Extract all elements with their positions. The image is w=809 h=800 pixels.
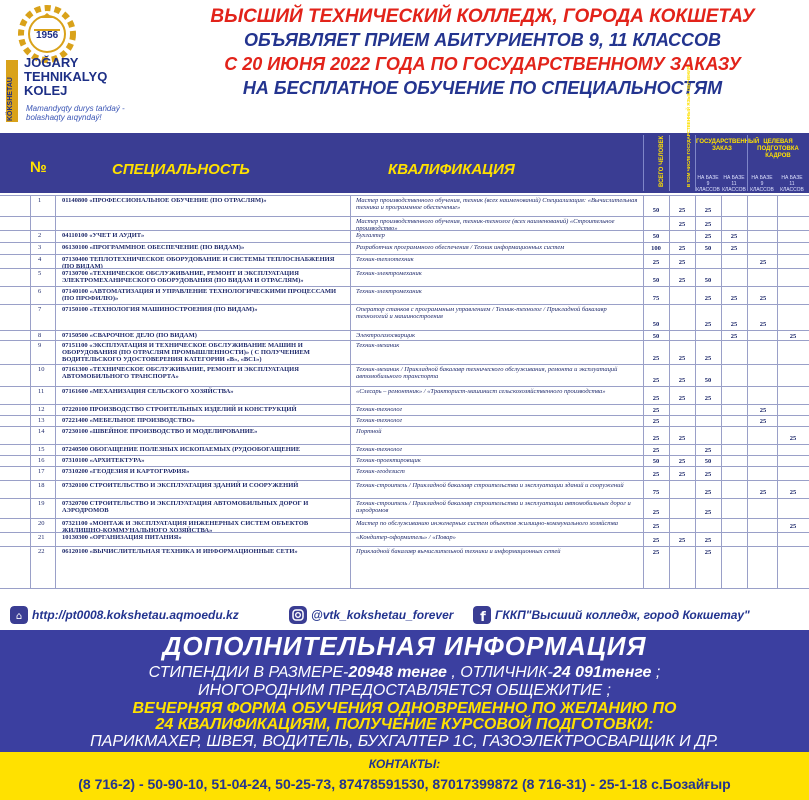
table-row	[0, 304, 809, 331]
row-number: 1	[38, 197, 42, 204]
row-value: 25	[704, 537, 712, 544]
row-specialty: 07150100 «ТЕХНОЛОГИЯ МАШИНОСТРОЕНИЯ (ПО ВИДАМ)»	[62, 306, 258, 313]
row-value: 50	[652, 207, 660, 214]
row-value: 25	[704, 509, 712, 516]
row-value: 25	[704, 355, 712, 362]
row-value: 50	[652, 458, 660, 465]
row-value: 25	[730, 245, 738, 252]
row-value: 25	[789, 435, 797, 442]
table-row	[0, 386, 809, 405]
row-value: 25	[678, 277, 686, 284]
row-value: 25	[652, 509, 660, 516]
row-value: 25	[678, 435, 686, 442]
row-number: 10	[38, 366, 45, 373]
header-line-1: ВЫСШИЙ ТЕХНИЧЕСКИЙ КОЛЛЕДЖ, ГОРОДА КОКШЕТАУ	[210, 6, 755, 27]
row-number: 22	[38, 548, 45, 555]
row-value: 25	[652, 471, 660, 478]
row-value: 25	[730, 333, 738, 340]
row-qualification: «Кондитер-оформитель» / «Повар»	[356, 534, 456, 541]
table-row	[0, 498, 809, 519]
grid-line	[777, 195, 778, 588]
svg-text:f: f	[480, 610, 486, 624]
row-value: 25	[652, 523, 660, 530]
header-state-group: ГОСУДАРСТВЕННЫЙ ЗАКАЗ НА БАЗЕ 9 КЛАССОВ НА БАЗЕ 11 КЛАССОВ	[695, 135, 748, 191]
row-value: 25	[652, 259, 660, 266]
row-specialty: 07161300 «ТЕХНИЧЕСКОЕ ОБСЛУЖИВАНИЕ, РЕМОНТ И ЭКСПЛУАТАЦИЯ АВТОМОБИЛЬНОГО ТРАНСПОРТА»	[62, 366, 299, 380]
svg-text:⌂: ⌂	[15, 611, 23, 622]
header-qualification: КВАЛИФИКАЦИЯ	[388, 161, 515, 178]
row-qualification: Техник-проектировщик	[356, 457, 421, 464]
row-number: 16	[38, 457, 45, 464]
table-bottom-line	[0, 588, 809, 589]
row-number: 12	[38, 406, 45, 413]
row-value: 75	[652, 295, 660, 302]
row-value: 25	[704, 295, 712, 302]
table-row	[0, 286, 809, 305]
college-logo	[6, 4, 171, 129]
row-number: 15	[38, 446, 45, 453]
header-line-4: НА БЕСПЛАТНОЕ ОБУЧЕНИЕ ПО СПЕЦИАЛЬНОСТЯМ	[242, 78, 723, 98]
grid-line	[747, 195, 748, 588]
row-qualification: Техник-геодезист	[356, 468, 405, 475]
row-specialty: 07140100 «АВТОМАТИЗАЦИЯ И УПРАВЛЕНИЕ ТЕХНОЛОГИЧЕСКИМИ ПРОЦЕССАМИ (ПО ПРОФИЛЮ)»	[62, 288, 337, 302]
row-value: 25	[789, 333, 797, 340]
row-specialty: 07310100 «АРХИТЕКТУРА»	[62, 457, 145, 464]
header-kazakh: В ТОМ ЧИСЛЕ ГОСУДАРСТВЕННЫЙ ЯЗЫК ОБУЧЕНИЯ	[669, 135, 696, 191]
grid-line	[30, 195, 31, 588]
table-row	[0, 518, 809, 533]
row-value: 25	[678, 221, 686, 228]
row-value: 50	[704, 377, 712, 384]
table-row	[0, 364, 809, 387]
row-value: 25	[704, 221, 712, 228]
row-value: 25	[652, 407, 660, 414]
info-dormitory: ИНОГОРОДНИМ ПРЕДОСТАВЛЯЕТСЯ ОБЩЕЖИТИЕ ;	[198, 682, 611, 699]
row-qualification: Мастер производственного обучения, техник-технолог (всех наименований) «Строительное производство»	[356, 218, 615, 232]
row-value: 25	[678, 355, 686, 362]
row-number: 11	[38, 388, 45, 395]
info-evening: ВЕЧЕРНЯЯ ФОРМА ОБУЧЕНИЯ ОДНОВРЕМЕННО ПО ЖЕЛАНИЮ ПО	[132, 700, 677, 717]
row-specialty: 07240500 ОБОГАЩЕНИЕ ПОЛЕЗНЫХ ИСКОПАЕМЫХ (РУДООБОГАЩЕНИЕ	[62, 446, 301, 453]
row-value: 25	[730, 233, 738, 240]
row-number: 4	[38, 256, 42, 263]
row-value: 25	[704, 489, 712, 496]
row-value: 25	[759, 295, 767, 302]
table-row	[0, 268, 809, 287]
row-value: 25	[704, 207, 712, 214]
row-number: 17	[38, 468, 45, 475]
row-specialty: 07151100 «ЭКСПЛУАТАЦИЯ И ТЕХНИЧЕСКОЕ ОБСЛУЖИВАНИЕ МАШИН И ОБОРУДОВАНИЯ (ПО ОТРАСЛЯМ ПРОМЫШЛЕННОСТИ)» ( С ПОЛУЧЕНИЕМ ВОДИТЕЛЬСКОГО УДОСТОВЕРЕНИЯ КАТЕГОРИИ «В», «ВС1»)	[62, 342, 310, 363]
grid-line	[721, 195, 722, 588]
contacts-bar	[0, 603, 809, 629]
row-number: 3	[38, 244, 42, 251]
row-specialty: 07320700 СТРОИТЕЛЬСТВО И ЭКСПЛУАТАЦИЯ АВТОМОБИЛЬНЫХ ДОРОГ И АЭРОДРОМОВ	[62, 500, 309, 514]
row-number: 2	[38, 232, 42, 239]
table-row	[0, 216, 809, 231]
row-value: 50	[652, 333, 660, 340]
row-value: 25	[704, 549, 712, 556]
row-value: 50	[652, 233, 660, 240]
website-icon	[10, 606, 28, 624]
row-specialty: 04110100 «УЧЕТ И АУДИТ»	[62, 232, 145, 239]
row-value: 25	[652, 355, 660, 362]
row-qualification: Прикладной бакалавр вычислительной техники и информационных сетей	[356, 548, 561, 555]
row-qualification: Техник-технолог	[356, 406, 403, 413]
row-value: 25	[652, 418, 660, 425]
row-value: 25	[759, 489, 767, 496]
row-specialty: 07310200 «ГЕОДЕЗИЯ И КАРТОГРАФИЯ»	[62, 468, 190, 475]
facebook-icon	[473, 606, 491, 624]
row-value: 25	[652, 549, 660, 556]
header-specialty: СПЕЦИАЛЬНОСТЬ	[112, 161, 250, 178]
row-specialty: 07230100 «ШВЕЙНОЕ ПРОИЗВОДСТВО И МОДЕЛИРОВАНИЕ»	[62, 428, 258, 435]
row-value: 25	[678, 458, 686, 465]
row-value: 25	[759, 418, 767, 425]
row-number: 19	[38, 500, 45, 507]
row-value: 25	[652, 395, 660, 402]
row-specialty: 07161600 «МЕХАНИЗАЦИЯ СЕЛЬСКОГО ХОЗЯЙСТВА»	[62, 388, 234, 395]
header-target-group: ЦЕЛЕВАЯ ПОДГОТОВКА КАДРОВ НА БАЗЕ 9 КЛАССОВ НА БАЗЕ 11 КЛАССОВ	[747, 135, 808, 191]
info-title: ДОПОЛНИТЕЛЬНАЯ ИНФОРМАЦИЯ	[162, 631, 647, 661]
logo-name: JOĞARY TEHNIKALYQ KOLEJ	[24, 55, 108, 98]
row-specialty: 07221400 «МЕБЕЛЬНОЕ ПРОИЗВОДСТВО»	[62, 417, 195, 424]
row-number: 7	[38, 306, 42, 313]
row-value: 25	[704, 447, 712, 454]
footer-title: КОНТАКТЫ:	[368, 757, 441, 771]
row-number: 20	[38, 520, 45, 527]
row-value: 25	[652, 537, 660, 544]
facebook-link[interactable]: ГККП"Высший колледж, город Кокшетау"	[495, 608, 750, 622]
row-qualification: Техник-механик	[356, 342, 400, 349]
row-specialty: 07150500 «СВАРОЧНОЕ ДЕЛО (ПО ВИДАМ)	[62, 332, 197, 339]
row-number: 18	[38, 482, 45, 489]
row-specialty: 07220100 ПРОИЗВОДСТВО СТРОИТЕЛЬНЫХ ИЗДЕЛИЙ И КОНСТРУКЦИЙ	[62, 406, 297, 413]
specialties-table	[0, 195, 809, 588]
row-specialty: 06120100 «ВЫЧИСЛИТЕЛЬНАЯ ТЕХНИКА И ИНФОРМАЦИОННЫЕ СЕТИ»	[62, 548, 298, 555]
additional-info-panel	[0, 630, 809, 752]
footer-phones[interactable]: (8 716-2) - 50-90-10, 51-04-24, 50-25-73, 87478591530, 87017399872 (8 716-31) - 25-1-18 с.Бозайғыр	[78, 776, 731, 792]
table-row	[0, 254, 809, 269]
grid-line	[669, 195, 670, 588]
contacts-footer	[0, 752, 809, 800]
row-value: 25	[789, 489, 797, 496]
row-qualification: Бухгалтер	[356, 232, 385, 239]
row-qualification: Разработчик программного обеспечения / Техник информационных систем	[356, 244, 565, 251]
table-row	[0, 532, 809, 547]
row-value: 25	[759, 321, 767, 328]
row-value: 25	[730, 321, 738, 328]
row-value: 50	[652, 321, 660, 328]
row-value: 25	[730, 295, 738, 302]
row-specialty: 07321100 «МОНТАЖ И ЭКСПЛУАТАЦИЯ ИНЖЕНЕРНЫХ СИСТЕМ ОБЪЕКТОВ ЖИЛИЩНО-КОММУНАЛЬНОГО ХОЗЯЙСТВА»	[62, 520, 309, 534]
row-qualification: Техник-технолог	[356, 446, 403, 453]
grid-line	[350, 195, 351, 588]
header-total: ВСЕГО ЧЕЛОВЕК	[643, 135, 670, 191]
row-value: 25	[678, 259, 686, 266]
table-row	[0, 480, 809, 499]
row-number: 14	[38, 428, 45, 435]
row-value: 25	[678, 537, 686, 544]
row-qualification: Техник-строитель / Прикладной бакалавр строительства и эксплуатации автомобильных дорог и аэродромов	[356, 500, 631, 514]
row-qualification: Техник-теплотехник	[356, 256, 414, 263]
row-specialty: 07130400 ТЕПЛОТЕХНИЧЕСКОЕ ОБОРУДОВАНИЕ И СИСТЕМЫ ТЕПЛОСНАБЖЕНИЯ (ПО ВИДАМ)	[62, 256, 335, 270]
grid-line	[695, 195, 696, 588]
table-row	[0, 466, 809, 481]
row-value: 25	[704, 233, 712, 240]
header-line-3: С 20 ИЮНЯ 2022 ГОДА ПО ГОСУДАРСТВЕННОМУ ЗАКАЗУ	[224, 54, 741, 74]
row-number: 8	[38, 332, 42, 339]
row-specialty: 07320100 СТРОИТЕЛЬСТВО И ЭКСПЛУАТАЦИЯ ЗДАНИЙ И СООРУЖЕНИЙ	[62, 482, 299, 489]
row-value: 25	[678, 207, 686, 214]
row-qualification: Техник-электромеханик	[356, 288, 422, 295]
row-qualification: Техник-технолог	[356, 417, 403, 424]
row-value: 25	[678, 471, 686, 478]
website-link[interactable]: http://pt0008.kokshetau.aqmoedu.kz	[32, 608, 239, 622]
table-row	[0, 546, 809, 559]
row-value: 25	[678, 245, 686, 252]
row-value: 25	[759, 407, 767, 414]
grid-line	[643, 195, 644, 588]
row-value: 25	[652, 447, 660, 454]
header-num: №	[30, 159, 47, 176]
row-qualification: Техник-строитель / Прикладной бакалавр строительства и эксплуатации зданий и сооружений	[356, 482, 624, 489]
row-value: 50	[704, 245, 712, 252]
header-line-2: ОБЪЯВЛЯЕТ ПРИЕМ АБИТУРИЕНТОВ 9, 11 КЛАССОВ	[243, 30, 722, 50]
instagram-icon	[289, 606, 307, 624]
table-row	[0, 340, 809, 365]
logo-side-text: KÖKSHETAU	[7, 77, 14, 121]
row-number: 13	[38, 417, 45, 424]
row-qualification: Оператор станков с программным управлением / Техник-технолог / Прикладной бакалавр технологий и машиностроения	[356, 306, 607, 320]
row-value: 25	[652, 435, 660, 442]
row-value: 25	[704, 321, 712, 328]
instagram-link[interactable]: @vtk_kokshetau_forever	[311, 608, 454, 622]
row-value: 25	[704, 471, 712, 478]
row-qualification: Электрогазосварщик	[356, 332, 416, 339]
row-number: 21	[38, 534, 45, 541]
row-value: 25	[789, 523, 797, 530]
row-value: 50	[652, 277, 660, 284]
row-value: 25	[704, 395, 712, 402]
info-courses: ПАРИКМАХЕР, ШВЕЯ, ВОДИТЕЛЬ, БУХГАЛТЕР 1С, ГАЗОЭЛЕКТРОСВАРЩИК И ДР.	[90, 733, 719, 750]
row-value: 25	[759, 259, 767, 266]
grid-line	[55, 195, 56, 588]
row-number: 5	[38, 270, 42, 277]
row-value: 50	[704, 458, 712, 465]
row-qualification: Мастер по обслуживанию инженерных систем объектов жилищно-коммунального хозяйства	[356, 520, 619, 527]
row-qualification: Техник-электромеханик	[356, 270, 422, 277]
row-specialty: 10130300 «ОРГАНИЗАЦИЯ ПИТАНИЯ»	[62, 534, 182, 541]
table-row	[0, 195, 809, 217]
row-specialty: 01140800 «ПРОФЕССИОНАЛЬНОЕ ОБУЧЕНИЕ (ПО ОТРАСЛЯМ)»	[62, 197, 267, 204]
row-value: 50	[704, 277, 712, 284]
row-value: 75	[652, 489, 660, 496]
row-qualification: Техник-механик / Прикладной бакалавр технического обслуживания, ремонта и эксплуатаций автомобильного транспорта	[356, 366, 618, 380]
row-number: 9	[38, 342, 42, 349]
row-qualification: «Слесарь – ремонтник» / «Тракторист-машинист сельскохозяйственного производства»	[356, 388, 606, 395]
logo-motto: Mamandyqty durys tańdaý - bolashaqty aıqyndaý!	[26, 104, 125, 122]
row-number: 6	[38, 288, 42, 295]
info-qualifications: 24 КВАЛИФИКАЦИЯМ, ПОЛУЧЕНИЕ КУРСОВОЙ ПОДГОТОВКИ:	[155, 716, 654, 733]
row-value: 25	[678, 395, 686, 402]
table-row	[0, 426, 809, 445]
row-value: 25	[652, 377, 660, 384]
info-stipend: СТИПЕНДИИ В РАЗМЕРЕ-20948 тенге , ОТЛИЧНИК-24 091тенге ;	[148, 664, 661, 681]
row-qualification: Мастер производственного обучения, техник (всех наименований) Специализация: «Вычислительная техника и программное обеспечение»	[356, 197, 638, 211]
row-qualification: Портной	[356, 428, 382, 435]
row-specialty: 06130100 «ПРОГРАММНОЕ ОБЕСПЕЧЕНИЕ (ПО ВИДАМ)»	[62, 244, 245, 251]
row-specialty: 07130700 «ТЕХНИЧЕСКОЕ ОБСЛУЖИВАНИЕ, РЕМОНТ И ЭКСПЛУАТАЦИЯ ЭЛЕКТРОМЕХАНИЧЕСКОГО ОБОРУДОВАНИЯ (ПО ВИДАМ И ОТРАСЛЯМ)»	[62, 270, 304, 284]
row-value: 100	[651, 245, 661, 252]
logo-year: 1956	[36, 30, 59, 41]
row-value: 25	[678, 377, 686, 384]
